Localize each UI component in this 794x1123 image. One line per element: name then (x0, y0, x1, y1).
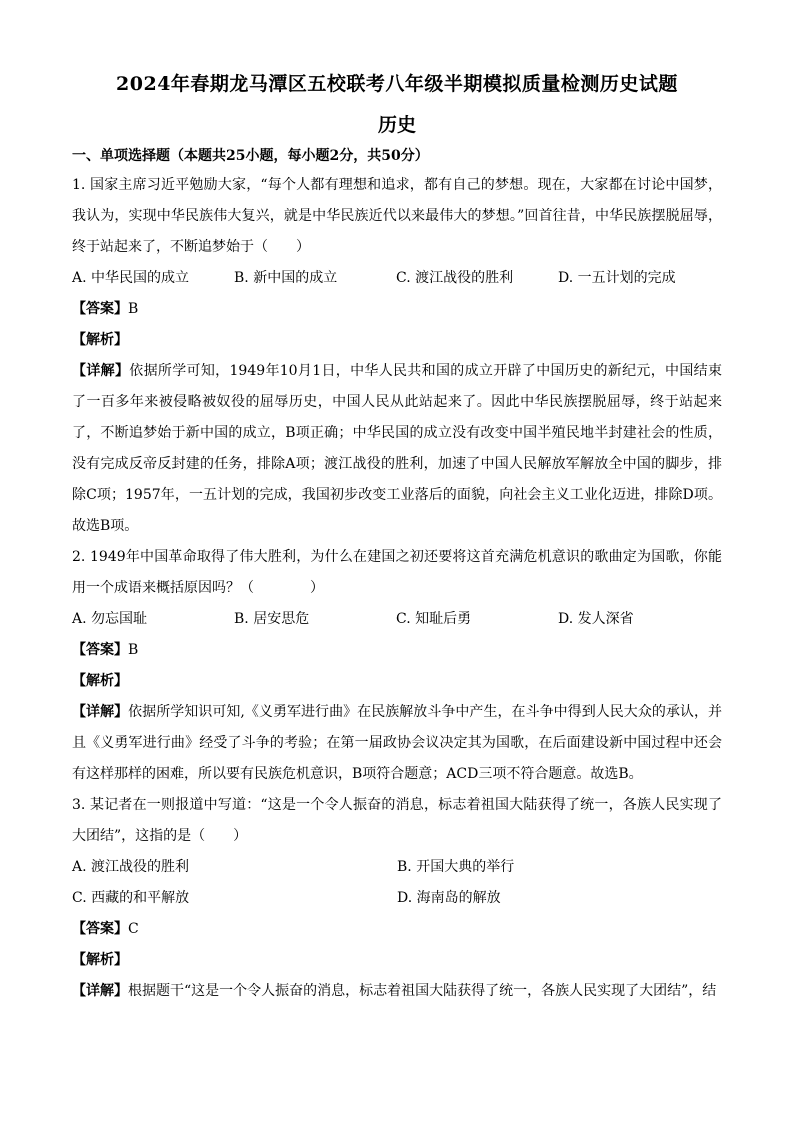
answer-line (72, 635, 722, 666)
answer-value: B (128, 642, 139, 658)
analysis-label: 【解析】 (72, 332, 128, 348)
option-a: A. 中华民国的成立 (72, 270, 190, 286)
option-a: A. 渡江战役的胜利 (72, 859, 190, 875)
detail-text: 依据所学知识可知,《义勇军进行曲》在民族解放斗争中产生，在斗争中得到人民大众的承认，并且《义勇军进行曲》经受了斗争的考验；在第一届政协会议决定其为国歌，在后面建设新中国过程中还会有这样那样的困难，所以要有民族危机意识，B项符合题意；ACD三项不符合题意。故选B。 (72, 704, 723, 782)
question-2 (72, 542, 722, 790)
answer-value: C (128, 921, 139, 937)
options-row-1 (72, 852, 722, 883)
option-b: B. 新中国的成立 (234, 270, 338, 286)
option-d: D. 一五计划的完成 (558, 270, 676, 286)
detail-label: 【详解】 (72, 983, 128, 999)
detail-paragraph (72, 356, 722, 542)
section-heading: 一、单项选择题（本题共25小题，每小题2分，共50分） (72, 148, 429, 164)
option-b: B. 开国大典的举行 (397, 859, 515, 875)
question-1 (72, 170, 722, 542)
analysis-label: 【解析】 (72, 952, 128, 968)
question-stem: 3. 某记者在一则报道中写道：“这是一个令人振奋的消息，标志着祖国大陆获得了统一，各族人民实现了大团结”，这指的是（ ） (72, 797, 722, 844)
option-c: C. 渡江战役的胜利 (396, 270, 514, 286)
question-3 (72, 790, 722, 1007)
detail-label: 【详解】 (72, 363, 130, 379)
answer-label: 【答案】 (72, 301, 128, 317)
detail-label: 【详解】 (72, 704, 129, 720)
detail-paragraph (72, 697, 722, 790)
detail-paragraph (72, 976, 722, 1007)
analysis-label: 【解析】 (72, 673, 128, 689)
options-row (72, 263, 722, 294)
answer-value: B (128, 301, 139, 317)
answer-label: 【答案】 (72, 921, 128, 937)
detail-text: 根据题干“这是一个令人振奋的消息，标志着祖国大陆获得了统一，各族人民实现了大团结”，结 (128, 983, 717, 999)
option-b: B. 居安思危 (234, 611, 310, 627)
option-c: C. 知耻后勇 (396, 611, 472, 627)
option-a: A. 勿忘国耻 (72, 611, 148, 627)
answer-line (72, 294, 722, 325)
question-stem: 1. 国家主席习近平勉励大家，“每个人都有理想和追求，都有自己的梦想。现在，大家都在讨论中国梦，我认为，实现中华民族伟大复兴，就是中华民族近代以来最伟大的梦想。”回首往昔，中华民族摆脱屈辱，终于站起来了，不断追梦始于（ ） (72, 177, 722, 255)
subject-title: 历史 (377, 114, 416, 136)
options-row (72, 604, 722, 635)
page-title: 2024年春期龙马潭区五校联考八年级半期模拟质量检测历史试题 (116, 73, 678, 95)
document-page (72, 70, 722, 1007)
answer-label: 【答案】 (72, 642, 128, 658)
option-d: D. 发人深省 (558, 611, 634, 627)
answer-line (72, 914, 722, 945)
question-stem: 2. 1949年中国革命取得了伟大胜利，为什么在建国之初还要将这首充满危机意识的歌曲定为国歌，你能用一个成语来概括原因吗？（ ） (72, 549, 722, 596)
option-c: C. 西藏的和平解放 (72, 890, 190, 906)
detail-text: 依据所学可知，1949年10月1日，中华人民共和国的成立开辟了中国历史的新纪元，中国结束了一百多年来被侵略被奴役的屈辱历史，中国人民从此站起来了。因此中华民族摆脱屈辱，终于站起来了，不断追梦始于新中国的成立，B项正确；中华民国的成立没有改变中国半殖民地半封建社会的性质，没有完成反帝反封建的任务，排除A项；渡江战役的胜利，加速了中国人民解放军解放全中国的脚步，排除C项；1957年，一五计划的完成，我国初步改变工业落后的面貌，向社会主义工业化迈进，排除D项。故选B项。 (72, 363, 723, 534)
options-row-2 (72, 883, 722, 914)
option-d: D. 海南岛的解放 (397, 890, 501, 906)
